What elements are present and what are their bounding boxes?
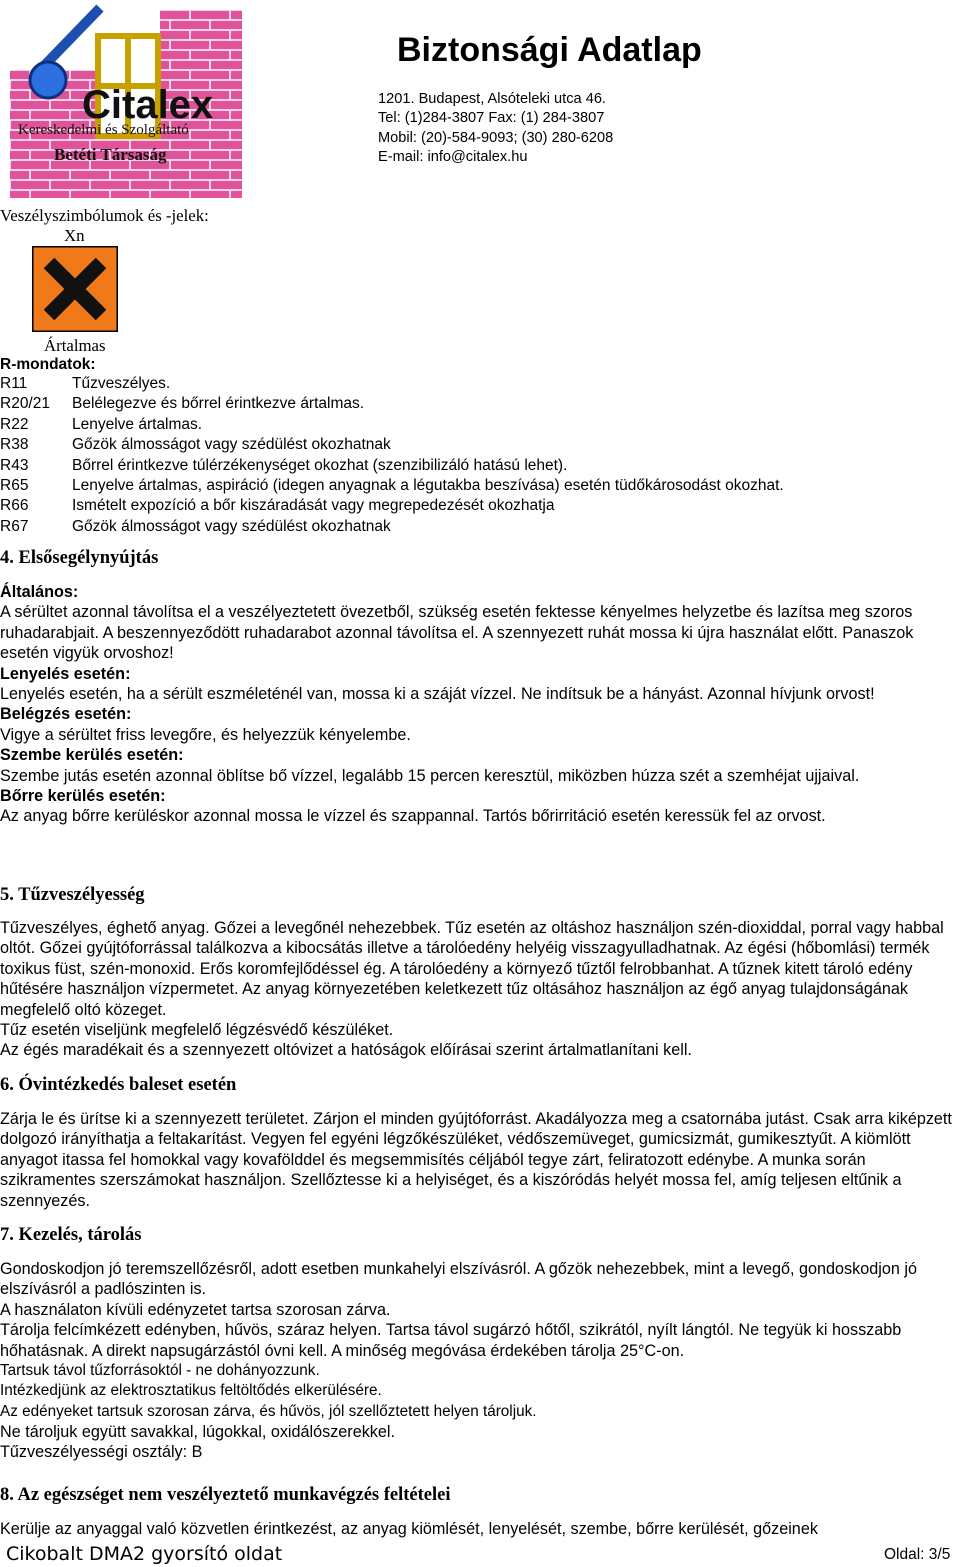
section-7-p6: Az edényeket tartsuk szorosan zárva, és hűvös, jól szellőztetett helyen tároljuk. <box>0 1402 537 1420</box>
inhalation-text: Vigye a sérültet friss levegőre, és helyezzük kényelembe. <box>0 725 411 744</box>
section-6-body <box>0 1109 956 1211</box>
section-8-body <box>0 1519 956 1539</box>
r-text: Gőzök álmosságot vagy szédülést okozhatnak <box>72 517 391 535</box>
section-6-p1: Zárja le és ürítse ki a szennyezett területet. Zárjon el minden gyújtóforrást. Akadályozza meg a csatornába jutást. Csak arra kiképzett dolgozó irányíthatja a feltakarítást. Vegyen fel egyéni légzőkészüléket, védőszemüveget, gumicsizmát, gumikesztyűt. A kiömlött anyagot itassa fel homokkal vagy kovafölddel és megsemmisítés céljából tegye zárt, feliratozott edénybe. A munka során szikramentes szerszámokat használjon. Szellőztesse ki a helyiséget, és a kiszóródás helyét mossa fel, amíg teljesen eltűnik a szennyezés. <box>0 1110 952 1210</box>
section-4-heading: 4. Elsősegélynyújtás <box>0 548 159 568</box>
r-code: R20/21 <box>0 395 50 413</box>
contact-block <box>378 90 613 168</box>
section-7-p4: Tartsuk távol tűzforrásoktól - ne dohányozzunk. <box>0 1362 320 1380</box>
r-text: Lenyelve ártalmas. <box>72 415 203 433</box>
section-7-p7: Ne tároljuk együtt savakkal, lúgokkal, oxidálószerekkel. <box>0 1422 395 1441</box>
ingestion-label: Lenyelés esetén: <box>0 664 131 683</box>
r-statement <box>0 476 960 496</box>
r-statement <box>0 415 960 435</box>
logo-line2: Betéti Társaság <box>54 145 167 164</box>
section-8-p1: Kerülje az anyaggal való közvetlen érintkezést, az anyag kiömlését, lenyelését, szembe, bőrre kerülését, gőzeinek <box>0 1520 818 1538</box>
section-5-p1: Tűzveszélyes, éghető anyag. Gőzei a levegőnél nehezebbek. Tűz esetén az oltáshoz használjon szén-dioxiddal, porral vagy habbal oltót. Gőzei gyújtóforrással találkozva a kibocsátás illetve a tárolóedény helyéig visszagyulladhatnak. Az égési (hőbomlási) termék toxikus füst, szén-monoxid. Erős koromfejlődéssel ég. A tárolóedény a környező tűztől felrobbanhat. A tűznek kitett tároló edény hűtésére használjon vízpermetet. Az anyag környezetében keletkezett tűz oltásához használjon az égő anyag tulajdonságának megfelelő oltó közeget. <box>0 919 944 1019</box>
r-statement <box>0 394 960 414</box>
email: E-mail: info@citalex.hu <box>378 149 528 166</box>
hazard-name: Ártalmas <box>44 336 106 355</box>
r-statement <box>0 517 960 537</box>
eye-text: Szembe jutás esetén azonnal öblítse bő vízzel, legalább 15 percen keresztül, miközben húzza szét a szemhéjat ujjaival. <box>0 766 860 785</box>
skin-text: Az anyag bőrre kerüléskor azonnal mossa le vízzel és szappannal. Tartós bőrirritáció esetén keressük fel az orvost. <box>0 807 826 826</box>
mobile: Mobil: (20)-584-9093; (30) 280-6208 <box>378 129 614 146</box>
r-statement <box>0 374 960 394</box>
r-text: Bőrrel érintkezve túlérzékenységet okozhat (szenzibilizáló hatású lehet). <box>72 456 568 474</box>
section-5-body <box>0 918 956 1061</box>
section-5-heading: 5. Tűzveszélyesség <box>0 885 145 905</box>
general-label: Általános: <box>0 583 79 601</box>
section-5-p3: Az égés maradékait és a szennyezett oltóvizet a hatóságok előírásai szerint ártalmatlanítani kell. <box>0 1041 692 1060</box>
section-8-heading: 8. Az egészséget nem veszélyeztető munkavégzés feltételei <box>0 1485 451 1505</box>
section-7-p8: Tűzveszélyességi osztály: B <box>0 1443 203 1462</box>
section-7-p2: A használaton kívüli edényzetet tartsa szorosan zárva. <box>0 1300 391 1319</box>
general-text: A sérültet azonnal távolítsa el a veszélyeztetett övezetből, szükség esetén fektesse kényelmes helyzetbe és lazítsa meg szoros ruhadarabjait. A beszennyeződött ruhadarabot azonnal távolítsa el. A szennyezett ruhát mossa ki újra használat előtt. Panaszok esetén vigyük orvoshoz! <box>0 603 914 663</box>
section-4-body <box>0 582 956 827</box>
section-7-p1: Gondoskodjon jó teremszellőzésről, adott esetben munkahelyi elszívásról. A gőzök nehezebbek, mint a levegő, gondoskodjon jó elszívásról a padlószinten is. <box>0 1260 917 1299</box>
logo-brand: Citalex <box>82 83 214 127</box>
r-code: R65 <box>0 476 29 494</box>
r-text: Lenyelve ártalmas, aspiráció (idegen anyagnak a légutakba beszívása) esetén tüdőkárosodást okozhat. <box>72 476 784 494</box>
r-text: Belélegezve és bőrrel érintkezve ártalmas. <box>72 395 365 413</box>
r-statement <box>0 496 960 516</box>
r-code: R66 <box>0 497 29 515</box>
company-logo <box>10 0 250 198</box>
r-code: R67 <box>0 517 29 535</box>
page-title: Biztonsági Adatlap <box>397 31 702 69</box>
citalex-logo-graphic <box>10 0 250 198</box>
skin-label: Bőrre kerülés esetén: <box>0 787 166 806</box>
r-code: R43 <box>0 456 29 474</box>
footer-product-name: Cikobalt DMA2 gyorsító oldat <box>6 1543 283 1565</box>
r-text: Gőzök álmosságot vagy szédülést okozhatnak <box>72 436 391 454</box>
section-7-p3: Tárolja felcímkézett edényben, hűvös, száraz helyen. Tartsa távol sugárzó hőtől, szikrától, nyílt lángtól. Ne tegyük ki hosszabb hőhatásnak. A direkt napsugárzástól óvni kell. A minőség megóvása érdekében tárolja 25°C-on. <box>0 1321 902 1360</box>
phone: Tel: (1)284-3807 Fax: (1) 284-3807 <box>378 110 605 127</box>
section-5-p2: Tűz esetén viseljünk megfelelő légzésvédő készüléket. <box>0 1021 394 1040</box>
r-statements-list <box>0 374 960 537</box>
inhalation-label: Belégzés esetén: <box>0 705 132 724</box>
footer-page-number: Oldal: 3/5 <box>884 1546 951 1563</box>
address: 1201. Budapest, Alsóteleki utca 46. <box>378 91 606 107</box>
r-code: R11 <box>0 375 28 392</box>
r-statements-heading: R-mondatok: <box>0 356 96 373</box>
section-7-heading: 7. Kezelés, tárolás <box>0 1225 142 1245</box>
r-text: Ismételt expozíció a bőr kiszáradását vagy megrepedezését okozhatja <box>72 497 555 515</box>
hazard-heading: Veszélyszimbólumok és -jelek: <box>0 206 209 225</box>
r-code: R38 <box>0 436 29 454</box>
section-7-body <box>0 1259 956 1463</box>
r-statement <box>0 456 960 476</box>
logo-line1: Kereskedelmi és Szolgáltató <box>18 122 189 138</box>
section-7-p5: Intézkedjünk az elektrosztatikus feltöltődés elkerülésére. <box>0 1382 382 1400</box>
eye-label: Szembe kerülés esetén: <box>0 746 184 765</box>
ingestion-text: Lenyelés esetén, ha a sérült eszméleténél van, mossa ki a száját vízzel. Ne indítsuk be a hányást. Azonnal hívjunk orvost! <box>0 685 875 704</box>
r-statement <box>0 435 960 455</box>
hazard-code: Xn <box>64 226 85 245</box>
r-text: Tűzveszélyes. <box>72 375 171 392</box>
section-6-heading: 6. Óvintézkedés baleset esetén <box>0 1075 237 1095</box>
r-code: R22 <box>0 415 29 433</box>
harmful-cross-icon <box>32 246 118 332</box>
